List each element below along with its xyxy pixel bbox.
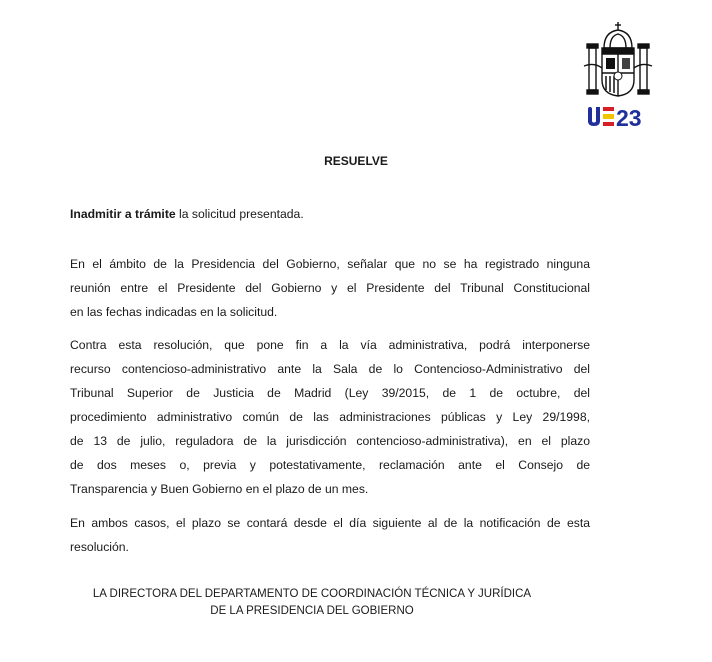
paragraph1-line: en las fechas indicadas en la solicitud. [70,305,278,319]
paragraph1-line: reunión entre el Presidente del Gobierno y el Presidente del Tribunal Constitucional [70,281,590,295]
paragraph1-line: En el ámbito de la Presidencia del Gobierno, señalar que no se ha registrado ninguna [70,257,590,271]
paragraph2-line: recurso contencioso-administrativo ante la Sala de lo Contencioso-Administrativo del [70,362,590,376]
svg-text:23: 23 [616,105,642,130]
paragraph3-line: resolución. [70,540,129,554]
paragraph2-line: de 13 de julio, reguladora de la jurisdicción contencioso-administrativa), en el plazo [70,434,590,448]
paragraph2-line: de dos meses o, previa y potestativamente, reclamación ante el Consejo de [70,458,590,472]
spain-coat-of-arms-logo [580,18,656,130]
paragraph2-line: Contra esta resolución, que pone fin a la vía administrativa, podrá interponerse [70,338,590,352]
paragraph2-line: Tribunal Superior de Justicia de Madrid (Ley 39/2015, de 1 de octubre, del [70,386,590,400]
heading: RESUELVE [324,154,388,168]
decision-text [70,206,590,222]
signature-line: DE LA PRESIDENCIA DEL GOBIERNO [210,605,414,617]
paragraph2-line: Transparencia y Buen Gobierno en el plazo de un mes. [70,482,369,496]
paragraph2-line: procedimiento administrativo común de las administraciones públicas y Ley 29/1998, [70,410,590,424]
paragraph3-line: En ambos casos, el plazo se contará desde el día siguiente al de la notificación de esta [70,516,590,530]
decision-rest: la solicitud presentada. [175,207,304,221]
signature-line: LA DIRECTORA DEL DEPARTAMENTO DE COORDINACIÓN TÉCNICA Y JURÍDICA [92,588,532,600]
decision-bold: Inadmitir a trámite [70,207,176,221]
